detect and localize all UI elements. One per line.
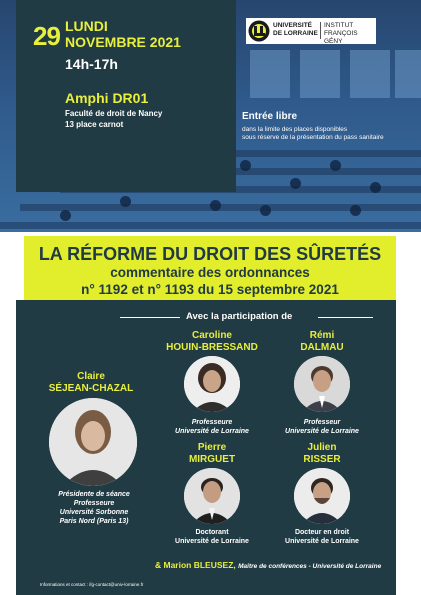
speaker-1-role xyxy=(162,418,262,436)
chair-portrait xyxy=(49,398,137,486)
address-line-1: Faculté de droit de Nancy xyxy=(65,109,163,118)
participation-heading: Avec la participation de xyxy=(186,311,293,322)
speaker-4-portrait xyxy=(294,468,350,524)
event-time: 14h-17h xyxy=(65,56,118,72)
speaker-3-portrait-image xyxy=(184,468,240,524)
entry-condition-1: dans la limite des places disponibles xyxy=(242,126,348,133)
subtitle: commentaire des ordonnances xyxy=(110,265,310,280)
speaker-4-role-line-1: Docteur en droit xyxy=(294,529,350,536)
speaker-3-first-name: Pierre xyxy=(197,442,227,453)
speaker-4-portrait-image xyxy=(294,468,350,524)
chair-first-name: Claire xyxy=(77,371,105,382)
speaker-2-role-line-2: Université de Lorraine xyxy=(285,428,359,435)
speaker-1-role-line-1: Professeure xyxy=(191,419,233,426)
chair-name xyxy=(26,371,156,395)
chair-role xyxy=(36,490,152,526)
participation-rule-left xyxy=(120,317,180,318)
chair-portrait-image xyxy=(49,398,137,486)
chair-role-line-2: Professeure xyxy=(73,500,115,507)
speaker-2-portrait xyxy=(294,356,350,412)
speaker-4-role xyxy=(272,528,372,546)
speaker-3-name xyxy=(160,442,264,466)
speaker-3-portrait xyxy=(184,468,240,524)
event-day-number: 29 xyxy=(33,21,60,51)
chair-role-line-4: Paris Nord (Paris 13) xyxy=(59,518,129,525)
chair-role-line-3: Université Sorbonne xyxy=(59,509,129,516)
speaker-1-first-name: Caroline xyxy=(191,330,232,341)
speaker-2-last-name: DALMAU xyxy=(300,342,344,353)
event-weekday: LUNDI xyxy=(65,18,108,34)
logo-institute-line-2: FRANÇOIS GÉNY xyxy=(324,30,358,45)
contact-info: Informations et contact : ifg-contact@univ-lorraine.fr xyxy=(40,582,144,587)
logo-university-line-1: UNIVERSITÉ xyxy=(273,22,313,29)
speaker-1-name xyxy=(160,330,264,354)
speaker-2-name xyxy=(272,330,372,354)
speaker-3-role-line-1: Doctorant xyxy=(195,529,229,536)
speaker-2-portrait-image xyxy=(294,356,350,412)
speaker-2-first-name: Rémi xyxy=(309,330,335,341)
logo-university-line-2: DE LORRAINE xyxy=(273,30,318,37)
title-banner xyxy=(24,236,396,300)
speaker-4-name xyxy=(272,442,372,466)
university-logo-icon xyxy=(248,20,270,42)
event-venue: Amphi DR01 xyxy=(65,90,149,106)
additional-speaker-role: Maître de conférences - Université de Lorraine xyxy=(238,563,382,570)
participation-rule-right xyxy=(318,317,373,318)
additional-speaker xyxy=(155,560,381,570)
address-line-2: 13 place carnot xyxy=(65,120,124,129)
speaker-3-role-line-2: Université de Lorraine xyxy=(175,538,249,545)
speaker-1-portrait xyxy=(184,356,240,412)
additional-speaker-name: & Marion BLEUSEZ, xyxy=(155,560,236,570)
logo-divider xyxy=(320,22,321,39)
speaker-2-role-line-1: Professeur xyxy=(303,419,341,426)
speaker-1-portrait-image xyxy=(184,356,240,412)
logo-university-name xyxy=(273,22,318,38)
speaker-1-last-name: HOUIN-BRESSAND xyxy=(166,342,258,353)
speaker-3-last-name: MIRGUET xyxy=(188,454,236,465)
event-month-year: NOVEMBRE 2021 xyxy=(65,34,181,50)
speaker-1-role-line-2: Université de Lorraine xyxy=(175,428,249,435)
logo-institute-name xyxy=(324,22,376,46)
speaker-4-role-line-2: Université de Lorraine xyxy=(285,538,359,545)
speaker-4-last-name: RISSER xyxy=(303,454,341,465)
event-date xyxy=(65,18,181,50)
speaker-2-role xyxy=(272,418,372,436)
ordinances-title: n° 1192 et n° 1193 du 15 septembre 2021 xyxy=(81,282,339,297)
university-logo xyxy=(246,18,376,44)
entry-title: Entrée libre xyxy=(242,111,298,122)
event-address xyxy=(65,108,162,130)
entry-condition-2: sous réserve de la présentation du pass sanitaire xyxy=(242,134,384,141)
chair-role-line-1: Présidente de séance xyxy=(58,491,130,498)
speaker-4-first-name: Julien xyxy=(307,442,337,453)
speaker-3-role xyxy=(162,528,262,546)
chair-last-name: SÉJEAN-CHAZAL xyxy=(48,383,134,394)
logo-institute-line-1: INSTITUT xyxy=(324,22,354,29)
main-title: LA RÉFORME DU DROIT DES SÛRETÉS xyxy=(38,244,382,264)
